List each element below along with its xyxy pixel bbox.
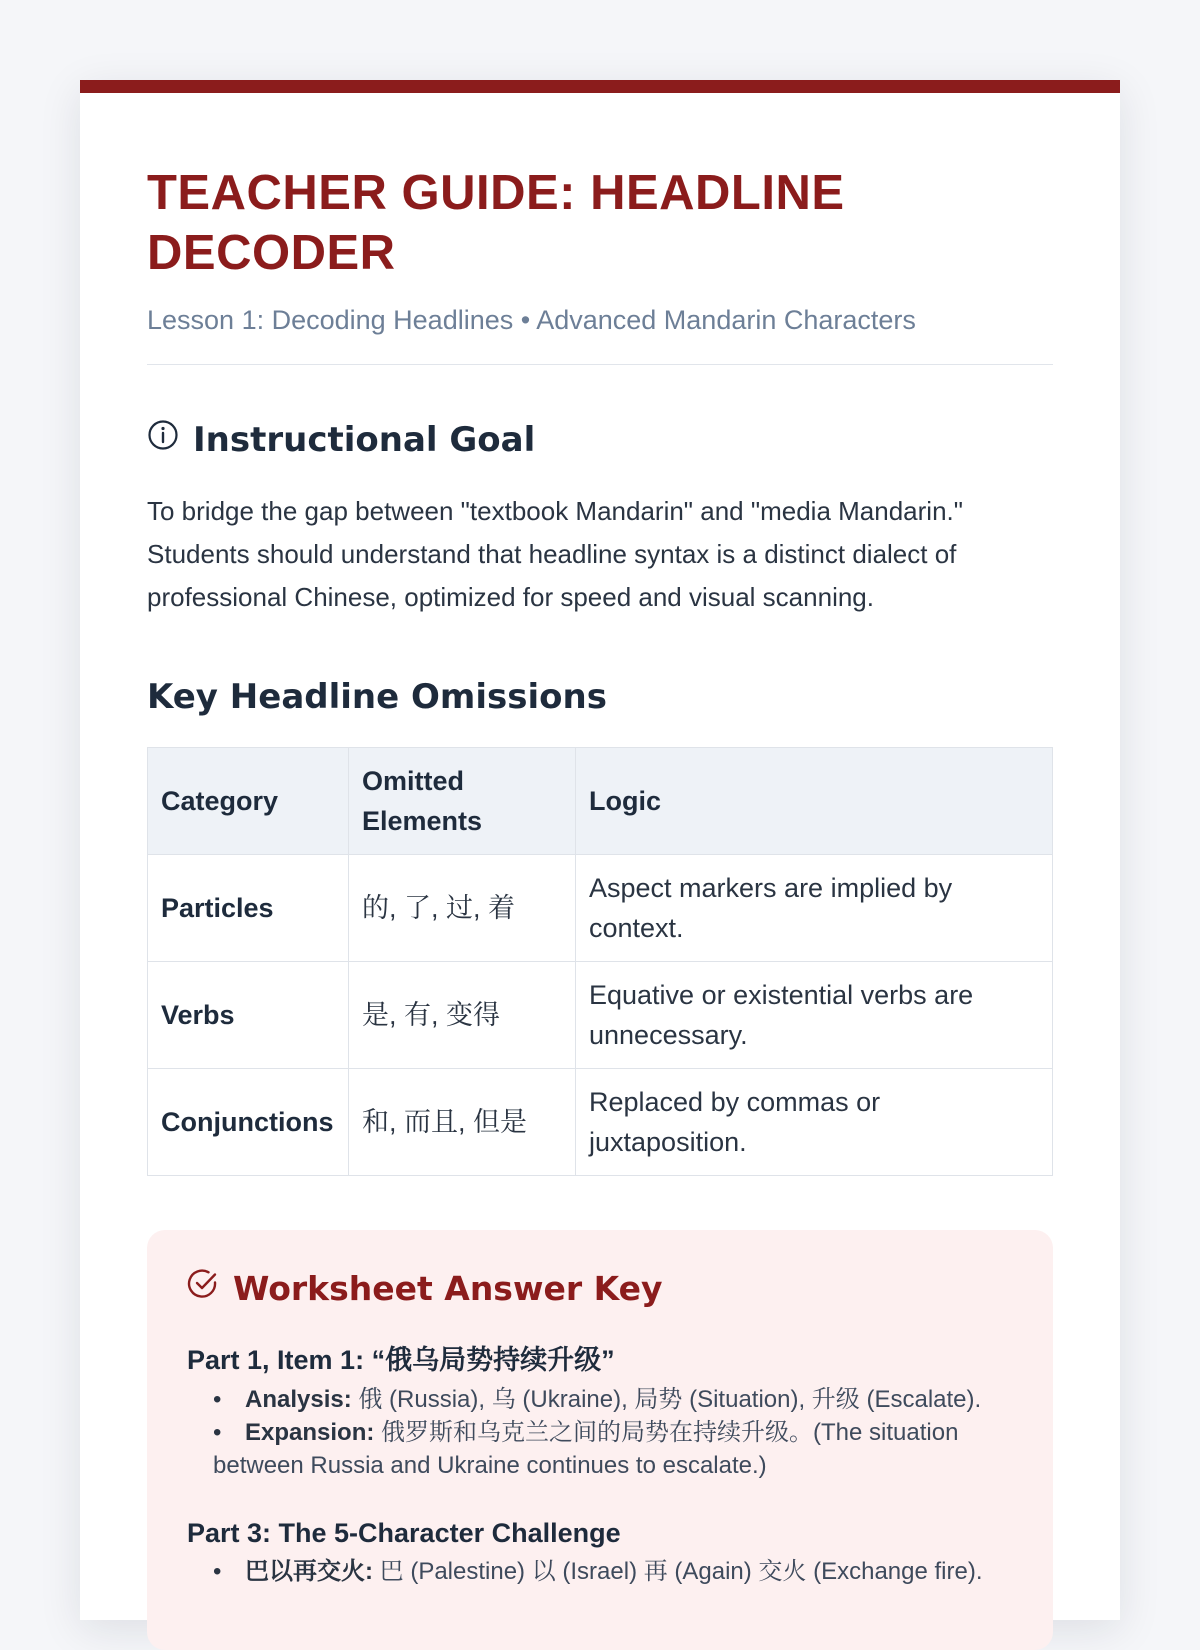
answer-key-panel (147, 1230, 1053, 1650)
table-row (148, 1069, 1053, 1176)
table-header-row (148, 748, 1053, 855)
list-item (213, 1555, 1013, 1588)
check-circle-icon (187, 1268, 219, 1308)
row-elements: 的, 了, 过, 着 (349, 855, 576, 962)
row-elements: 是, 有, 变得 (349, 962, 576, 1069)
column-header-category: Category (148, 748, 349, 855)
part-title: Part 3: The 5-Character Challenge (187, 1518, 621, 1548)
point-label: 巴以再交火: (245, 1558, 373, 1585)
info-icon (147, 419, 179, 460)
goal-heading-text: Instructional Goal (193, 419, 536, 460)
accent-bar (80, 80, 1120, 93)
header-divider (147, 364, 1053, 365)
part-points (187, 1383, 1013, 1482)
table-row (148, 962, 1053, 1069)
goal-paragraph: To bridge the gap between "textbook Mandarin" and "media Mandarin." Students should understand that headline syntax is a distinct dialect of professional Chinese, optimized for speed and visual scanning. (147, 496, 963, 612)
table-row (148, 855, 1053, 962)
column-header-omitted: Omitted Elements (349, 748, 576, 855)
row-category: Verbs (148, 962, 349, 1069)
row-category: Conjunctions (148, 1069, 349, 1176)
row-logic: Aspect markers are implied by context. (576, 855, 1053, 962)
point-label: Analysis: (245, 1386, 352, 1413)
page-title: TEACHER GUIDE: HEADLINE DECODER (147, 166, 845, 280)
omissions-table (147, 747, 1053, 1176)
guide-card (80, 80, 1120, 1620)
point-text: 俄罗斯和乌克兰之间的局势在持续升级。(The situation between Russia and Ukraine continues to escalate.) (213, 1419, 959, 1479)
part-title: Part 1, Item 1: “俄乌局势持续升级” (187, 1345, 615, 1375)
row-logic: Replaced by commas or juxtaposition. (576, 1069, 1053, 1176)
row-category: Particles (148, 855, 349, 962)
point-text: 巴 (Palestine) 以 (Israel) 再 (Again) 交火 (Exchange fire). (379, 1558, 983, 1585)
point-label: Expansion: (245, 1419, 375, 1446)
list-item (213, 1383, 1013, 1416)
page-subtitle: Lesson 1: Decoding Headlines • Advanced Mandarin Characters (147, 305, 916, 335)
list-item (213, 1416, 1013, 1482)
row-logic: Equative or existential verbs are unnecessary. (576, 962, 1053, 1069)
part-points (187, 1555, 1013, 1588)
answer-key-heading (187, 1268, 1013, 1308)
row-elements: 和, 而且, 但是 (349, 1069, 576, 1176)
omissions-heading: Key Headline Omissions (147, 677, 607, 717)
answer-key-heading-text: Worksheet Answer Key (233, 1268, 663, 1308)
goal-heading (147, 419, 1053, 460)
column-header-logic: Logic (576, 748, 1053, 855)
point-text: 俄 (Russia), 乌 (Ukraine), 局势 (Situation), 升级 (Escalate). (358, 1386, 982, 1413)
